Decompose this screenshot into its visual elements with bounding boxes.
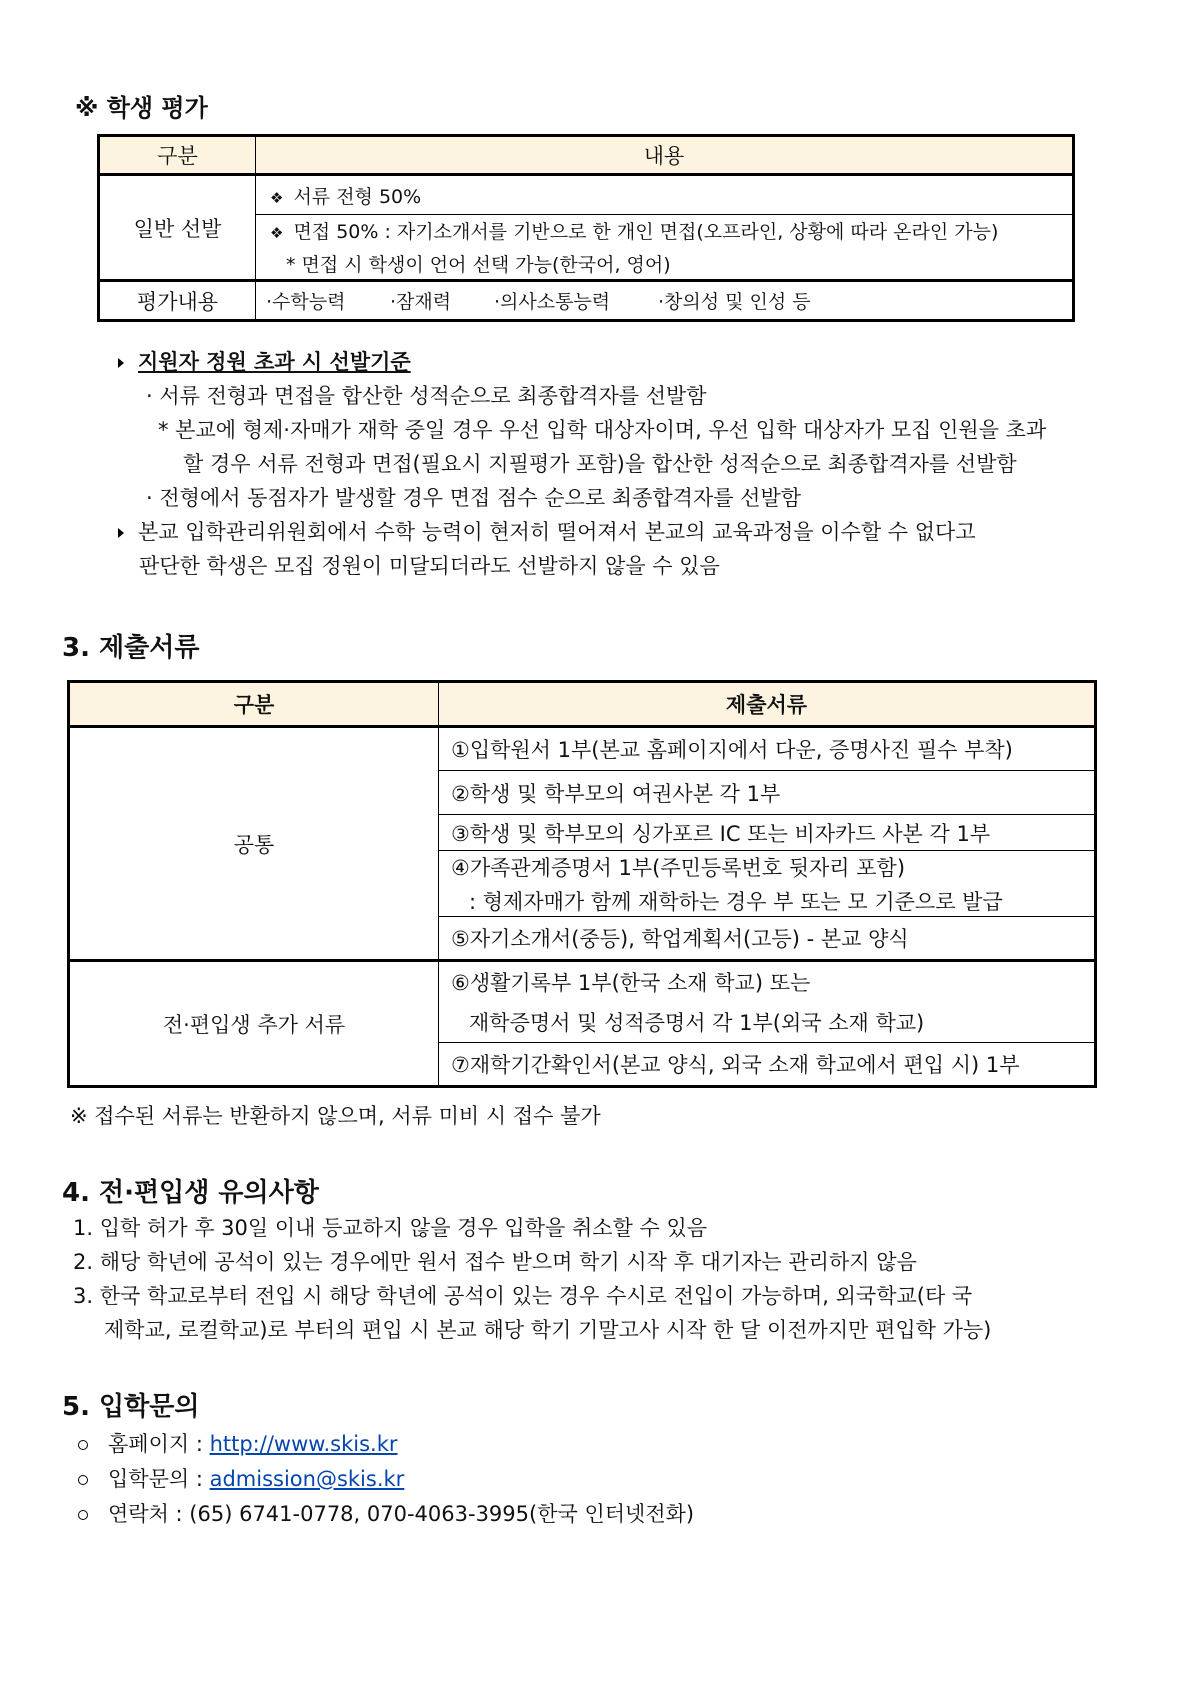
docs-item <box>439 851 1096 917</box>
transfer-item: 1. 입학 허가 후 30일 이내 등교하지 않을 경우 입학을 취소할 수 있음 <box>73 1216 708 1240</box>
eval-item: ·수학능력 <box>266 291 346 313</box>
docs-item: ⑤자기소개서(중등), 학업계획서(고등) - 본교 양식 <box>439 917 1096 961</box>
docs-item: ③학생 및 학부모의 싱가포르 IC 또는 비자카드 사본 각 1부 <box>439 815 1096 851</box>
email-link[interactable]: admission@skis.kr <box>209 1467 405 1491</box>
diamond-bullet-icon: ❖ <box>270 188 284 207</box>
criteria-line: 할 경우 서류 전형과 면접(필요시 지필평가 포함)을 합산한 성적순으로 최종합격자를 선발함 <box>183 452 1017 476</box>
eval-item: ·잠재력 <box>390 291 452 313</box>
criteria-note: 본교 입학관리위원회에서 수학 능력이 현저히 떨어져서 본교의 교육과정을 이수할 수 없다고 <box>118 516 976 546</box>
eval-interview-note: * 면접 시 학생이 언어 선택 가능(한국어, 영어) <box>286 254 671 276</box>
contact-phone <box>78 1498 694 1528</box>
eval-general-row2 <box>256 215 1074 281</box>
eval-header-content: 내용 <box>256 136 1074 175</box>
transfer-item: 2. 해당 학년에 공석이 있는 경우에만 원서 접수 받으며 학기 시작 후 대기자는 관리하지 않음 <box>73 1250 917 1274</box>
docs-item: ②학생 및 학부모의 여권사본 각 1부 <box>439 771 1096 815</box>
criteria-line: * 본교에 형제·자매가 재학 중일 경우 우선 입학 대상자이며, 우선 입학 대상자가 모집 인원을 초과 <box>158 418 1047 442</box>
docs-item-line: 재학증명서 및 성적증명서 각 1부(외국 소재 학교) <box>469 1011 925 1035</box>
docs-item <box>439 961 1096 1043</box>
triangle-bullet-icon <box>118 528 124 538</box>
eval-header-category: 구분 <box>99 136 256 175</box>
docs-header-documents: 제출서류 <box>439 682 1096 727</box>
contact-phone-label: 연락처 : <box>108 1502 190 1526</box>
contact-inquiry <box>78 1463 404 1493</box>
transfer-item-cont: 제학교, 로컬학교)로 부터의 편입 시 본교 해당 학기 기말고사 시작 한 달 이전까지만 편입학 가능) <box>104 1318 992 1342</box>
diamond-bullet-icon: ❖ <box>270 224 284 242</box>
eval-general-row1: ❖ 서류 전형 50% <box>256 175 1074 215</box>
docs-item: ⑦재학기간확인서(본교 양식, 외국 소재 학교에서 편입 시) 1부 <box>439 1043 1096 1087</box>
eval-general-label: 일반 선발 <box>99 175 256 281</box>
criteria-heading: 지원자 정원 초과 시 선발기준 <box>118 346 411 376</box>
eval-content-items <box>256 281 1074 321</box>
criteria-line: · 서류 전형과 면접을 합산한 성적순으로 최종합격자를 선발함 <box>146 384 707 408</box>
eval-interview-line: ❖ 면접 50% : 자기소개서를 기반으로 한 개인 면접(오프라인, 상황에 따라 온라인 가능) <box>270 221 999 243</box>
contact-section-title: 5. 입학문의 <box>62 1392 200 1422</box>
eval-content-label: 평가내용 <box>99 281 256 321</box>
docs-transfer-label: 전·편입생 추가 서류 <box>69 961 439 1087</box>
contact-inquiry-label: 입학문의 : <box>108 1467 210 1491</box>
docs-table <box>67 680 1097 1088</box>
docs-item: ①입학원서 1부(본교 홈페이지에서 다운, 증명사진 필수 부착) <box>439 727 1096 771</box>
docs-common-label: 공통 <box>69 727 439 961</box>
circle-bullet-icon <box>78 1475 88 1485</box>
docs-note: ※ 접수된 서류는 반환하지 않으며, 서류 미비 시 접수 불가 <box>70 1104 601 1128</box>
transfer-section-title: 4. 전·편입생 유의사항 <box>62 1178 319 1208</box>
transfer-item: 3. 한국 학교로부터 전입 시 해당 학년에 공석이 있는 경우 수시로 전입이 가능하며, 외국학교(타 국 <box>73 1284 973 1308</box>
homepage-link[interactable]: http://www.skis.kr <box>209 1432 398 1456</box>
eval-section-title: ※ 학생 평가 <box>75 94 208 122</box>
circle-bullet-icon <box>78 1510 88 1520</box>
docs-section-title: 3. 제출서류 <box>62 633 200 663</box>
contact-homepage <box>78 1428 398 1458</box>
docs-item-line: ⑥생활기록부 1부(한국 소재 학교) 또는 <box>451 971 811 995</box>
docs-item-line: ④가족관계증명서 1부(주민등록번호 뒷자리 포함) <box>451 855 906 880</box>
contact-homepage-label: 홈페이지 : <box>108 1432 210 1456</box>
criteria-note-cont: 판단한 학생은 모집 정원이 미달되더라도 선발하지 않을 수 있음 <box>139 554 720 578</box>
docs-item-line: : 형제자매가 함께 재학하는 경우 부 또는 모 기준으로 발급 <box>469 889 1003 914</box>
eval-item: ·창의성 및 인성 등 <box>658 291 811 313</box>
triangle-bullet-icon <box>118 358 124 368</box>
circle-bullet-icon <box>78 1440 88 1450</box>
eval-item: ·의사소통능력 <box>494 291 611 313</box>
criteria-line: · 전형에서 동점자가 발생할 경우 면접 점수 순으로 최종합격자를 선발함 <box>146 486 802 510</box>
docs-header-category: 구분 <box>69 682 439 727</box>
eval-table <box>97 134 1075 322</box>
contact-phone-value: (65) 6741-0778, 070-4063-3995(한국 인터넷전화) <box>189 1502 695 1526</box>
